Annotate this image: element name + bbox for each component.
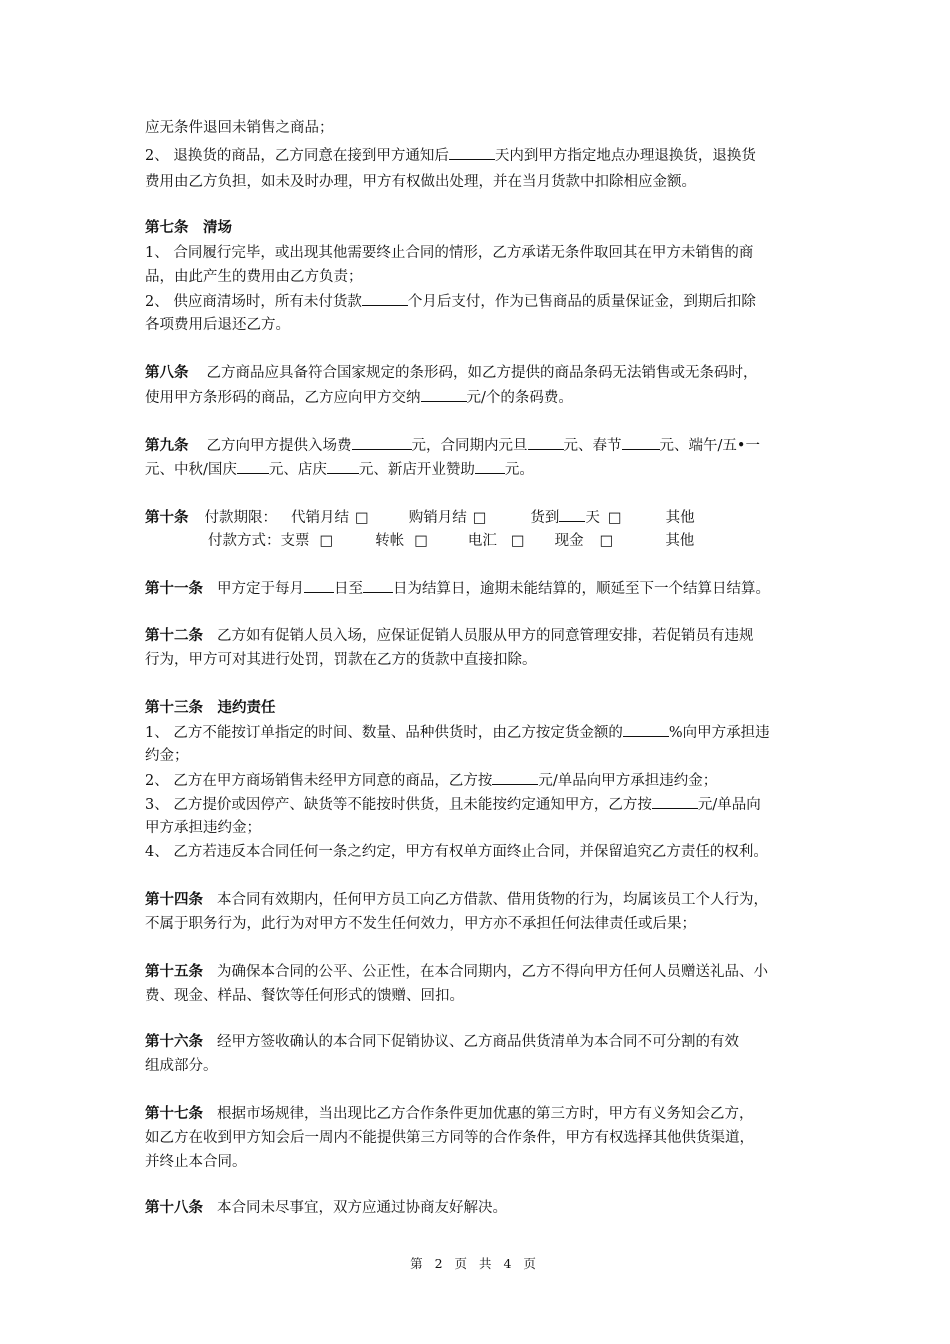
art18-line1: 第十八条 本合同未尽事宜，双方应通过协商友好解决。: [145, 1199, 507, 1216]
wire-option-label: 电汇: [467, 533, 497, 549]
other-term-label: 其他: [665, 510, 695, 526]
art7-line1: 1、 合同履行完毕，或出现其他需要终止合同的情形，乙方承诺无条件取回其在甲方未销售的商: [145, 245, 754, 261]
blank-field[interactable]: [421, 387, 467, 402]
art8-title: 第八条: [145, 364, 189, 381]
art11-line1: 第十一条 甲方定于每月 日至 日为结算日，逾期未能结算的，顺延至下一个结算日结算。: [145, 580, 770, 597]
check-option-label: 支票: [280, 533, 310, 549]
blank-field[interactable]: [237, 459, 269, 474]
art10-title: 第十条: [145, 509, 189, 526]
art7-line2: 品，由此产生的费用由乙方负责；: [145, 269, 363, 285]
art13-line5: 甲方承担违约金；: [145, 820, 261, 836]
art10-method-row: [208, 531, 694, 551]
art9-line2: 元、中秋/国庆 元、店庆 元、新店开业赞助 元。: [145, 459, 534, 480]
art14-title: 第十四条: [145, 891, 203, 908]
blank-field[interactable]: [449, 145, 495, 160]
blank-field[interactable]: [362, 291, 408, 306]
purchase-checkbox[interactable]: □: [472, 510, 487, 526]
art15-title: 第十五条: [145, 963, 203, 980]
art16-title: 第十六条: [145, 1033, 203, 1050]
consign-option-label: 代销月结: [291, 510, 349, 526]
transfer-option-label: 转帐: [375, 533, 405, 549]
art16-line1: 第十六条 经甲方签收确认的本合同下促销协议、乙方商品供货清单为本合同不可分割的有效: [145, 1033, 739, 1050]
cash-option-label: 现金: [554, 533, 584, 549]
blank-field[interactable]: [304, 578, 334, 593]
art8-line1: 第八条 乙方商品应具备符合国家规定的条形码，如乙方提供的商品条码无法销售或无条码时，: [145, 364, 758, 381]
art16-line2: 组成部分。: [145, 1058, 218, 1074]
payment-method-label: 付款方式：: [208, 533, 281, 549]
other-method-label: 其他: [665, 533, 695, 549]
art6-line3: 费用由乙方负担，如未及时办理，甲方有权做出处理，并在当月货款中扣除相应金额。: [145, 174, 696, 190]
art9-title: 第九条: [145, 437, 189, 454]
blank-field[interactable]: [492, 770, 538, 785]
art17-title: 第十七条: [145, 1105, 203, 1122]
art13-line3: 2、 乙方在甲方商场销售未经甲方同意的商品，乙方按 元/单品向甲方承担违约金；: [145, 770, 717, 791]
art9-line1: 第九条 乙方向甲方提供入场费 元，合同期内元旦 元、春节 元、端午/五•一: [145, 437, 760, 454]
blank-field[interactable]: [652, 794, 698, 809]
blank-field[interactable]: [622, 435, 660, 450]
art12-line2: 行为，甲方可对其进行处罚，罚款在乙方的货款中直接扣除。: [145, 652, 537, 668]
art15-line1: 第十五条 为确保本合同的公平、公正性，在本合同期内，乙方不得向甲方任何人员赠送礼品、小: [145, 963, 768, 980]
art13-line1: 1、 乙方不能按订单指定的时间、数量、品种供货时，由乙方按定货金额的 %向甲方承担违: [145, 722, 770, 743]
art13-line2: 约金；: [145, 748, 189, 764]
art13-line6: 4、 乙方若违反本合同任何一条之约定，甲方有权单方面终止合同，并保留追究乙方责任的权利。: [145, 844, 768, 860]
wire-checkbox[interactable]: □: [510, 533, 525, 549]
art14-line1: 第十四条 本合同有效期内，任何甲方员工向乙方借款、借用货物的行为，均属该员工个人行为，: [145, 891, 768, 908]
blank-field[interactable]: [327, 459, 359, 474]
art7-line3: 2、 供应商清场时，所有未付货款 个月后支付，作为已售商品的质量保证金，到期后扣除: [145, 291, 756, 312]
blank-field[interactable]: [528, 435, 564, 450]
art15-line2: 费、现金、样品、餐饮等任何形式的馈赠、回扣。: [145, 988, 464, 1004]
art11-title: 第十一条: [145, 580, 203, 597]
arrival-checkbox[interactable]: □: [607, 510, 622, 526]
art6-line2: 2、 退换货的商品，乙方同意在接到甲方通知后 天内到甲方指定地点办理退换货，退换货: [145, 145, 756, 166]
art7-line4: 各项费用后退还乙方。: [145, 317, 290, 333]
art7-title: 第七条 清场: [145, 219, 232, 236]
art17-line1: 第十七条 根据市场规律，当出现比乙方合作条件更加优惠的第三方时，甲方有义务知会乙方，: [145, 1105, 754, 1122]
blank-field[interactable]: [623, 722, 669, 737]
art17-line2: 如乙方在收到甲方知会后一周内不能提供第三方同等的合作条件，甲方有权选择其他供货渠道，: [145, 1130, 754, 1146]
payment-term-label: 付款期限：: [204, 510, 277, 526]
art14-line2: 不属于职务行为，此行为对甲方不发生任何效力，甲方亦不承担任何法律责任或后果；: [145, 916, 696, 932]
art13-title: 第十三条 违约责任: [145, 699, 276, 716]
art8-line2: 使用甲方条形码的商品，乙方应向甲方交纳 元/个的条码费。: [145, 387, 573, 408]
art12-title: 第十二条: [145, 627, 203, 644]
art13-line4: 3、 乙方提价或因停产、缺货等不能按时供货，且未能按约定通知甲方，乙方按 元/单品向: [145, 794, 761, 815]
transfer-checkbox[interactable]: □: [414, 533, 428, 549]
blank-field[interactable]: [363, 578, 393, 593]
purchase-option-label: 购销月结: [408, 510, 467, 526]
arrival-option-label: 货到: [530, 510, 560, 526]
consign-checkbox[interactable]: □: [355, 510, 369, 526]
art18-title: 第十八条: [145, 1199, 203, 1216]
blank-field[interactable]: [475, 459, 505, 474]
art12-line1: 第十二条 乙方如有促销人员入场，应保证促销人员服从甲方的同意管理安排，若促销员有违规: [145, 627, 754, 644]
art10-terms-row: 第十条 付款期限： 代销月结 □ 购销月结 □ 货到 天 □ 其他: [145, 509, 695, 526]
blank-field[interactable]: [352, 435, 412, 450]
cash-checkbox[interactable]: □: [599, 533, 614, 549]
page-number-footer: 第 2 页 共 4 页: [410, 1256, 540, 1271]
art6-line1: 应无条件退回未销售之商品；: [145, 120, 334, 136]
check-checkbox[interactable]: □: [319, 533, 334, 549]
blank-field[interactable]: [559, 507, 585, 522]
art17-line3: 并终止本合同。: [145, 1154, 247, 1170]
